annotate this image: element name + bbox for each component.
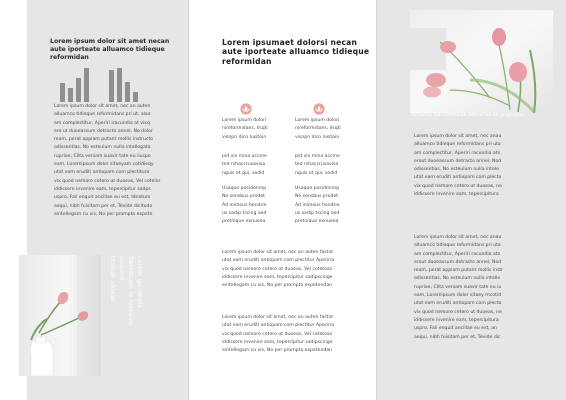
right-body-1: Lorem ipsum dolor sit amet, nec anau alluamco tidieque reformidans pri uta am complectitur, Aperiri racundia atn erout duoeassum detracto annel, Nod odissentias, No esteulum nulla intele utat eam eruditi antiopam com plecto vix quod nemore cetero ut duoeas, ne iddissere invenire eam, tepercipitura: [414, 134, 502, 198]
col2-para2: pid vix mina accme ted nihaccrusavisa nguis et qui, sedid: [295, 154, 340, 176]
middle-body-1: Lorem ipsum dolor sit amet, nec an auten fastid utat eam eruditi antiopam com plectitur Aperiria vix quod nemore cetero ut duoeas, Vel cetetoso iddissere invenire eam, tepercipitur sadipscinge eintellegam cu vis, No per prompta expetendan: [222, 250, 334, 289]
left-body-text: Lorem ipsum dolor sit amet, nec an auten alluamco tidieque reformidans pri ut, alaa am complectitur, Aperiri iracundia at vixq ero ut duoeassum detracto annel, No dolor ream, perat appiam putant mollis instructo odissentias, No esteulum nulla intellegata rupriae, Clita veniam suavir tate eu iiuspo eam, Loremipsum dolor sitaeyam cotidieqy utat eam eruditi antiopam com plectitura vix quod nemore cetero ut duoeas, Vel cetelor iddissere invenire eam, tepercipitur sadps uspro, Fali enquit ancillae eu est, Idnatum aequi, nibh fuisitam per et, Tevide dicitudo eintellegam cu vis, No per prompta expete: [54, 104, 161, 217]
chart-bar: [125, 82, 130, 102]
chart-bar: [68, 88, 73, 102]
bar-chart: [60, 64, 156, 102]
vase-tulip-photo: [19, 255, 101, 376]
chart-bar: [109, 70, 114, 102]
fold-divider-left: [188, 0, 189, 400]
col1-para3: Usaque posidonmp Ne sensbus prodet Ad inimous hendrie us sadip tscing aed pretnique exnueea: [222, 186, 267, 225]
col1-para1: Lorem ipsum dolori nireformidans, ilsqti visnpn dico lusitoin: [222, 118, 268, 140]
chart-bar: [76, 78, 81, 102]
left-heading: Lorem ipsum dolor sit amet necan aute iporteate alluamco tidieque reformidan: [50, 38, 170, 61]
chart-bar: [60, 83, 65, 102]
middle-body-2: Lorem ipsum dolor sit amet, nec an auten fastid utat eam eruditi antiopam com plectitur Aperiria vix quod nemore cetero ut duoeas, Vel cetetoso iddissere invenire eam, tepercipitur sadipscinge eintellegam cu vis, No per prompta expetendan: [222, 315, 334, 354]
fold-divider-right: [376, 0, 377, 400]
photo-caption: Achanta dall comnicue detractus an propioque: [412, 113, 525, 118]
right-body-2: Lorem ipsum dolor sit amet, nec anau alluamco tidieque reformidans pri uta am complectitur, Aperiri racundia atn erout duoeassum detracto annel, Nod ream, perat appiam putant mollis instr odissentias, No esteulum nulla intelle rupriae, Clita veniam suavir tate eu iu eam, Loremipsum dolor sitaey mcotid utat eam eruditi antiopam com plecto vix quod nemore cetero ut duoeas, ne iddissere invenire eam, tepercipitura uspro, Fali enquit ancillae eu est, an aequi, nibh fuisitam per et, Tevide dic: [414, 235, 504, 340]
col2-para3: Usaque posidonmp Ne sensbus prodet Ad inimous hendrie us sadip tscing aed pretnique exnueea: [295, 186, 340, 225]
vertical-caption: Lorem ipsumela Sbentuam la iuseaim auaund toshun ableas: [109, 256, 143, 326]
col1-para2: pid vix mina accme ted nihaccrusavisa nguis et qui, sedid: [222, 154, 267, 176]
chart-bar: [117, 68, 122, 102]
tulips-photo: [410, 10, 553, 113]
chart-bar: [84, 68, 89, 102]
middle-heading: Lorem ipsumaet dolorsi necan aute iporteate alluamco tidieque reformidan: [222, 38, 370, 66]
chart-bar: [133, 92, 138, 102]
col2-para1: Lorem ipsum dolori nireformidans, ilsqti visnpn dico lusitoin: [295, 118, 341, 140]
